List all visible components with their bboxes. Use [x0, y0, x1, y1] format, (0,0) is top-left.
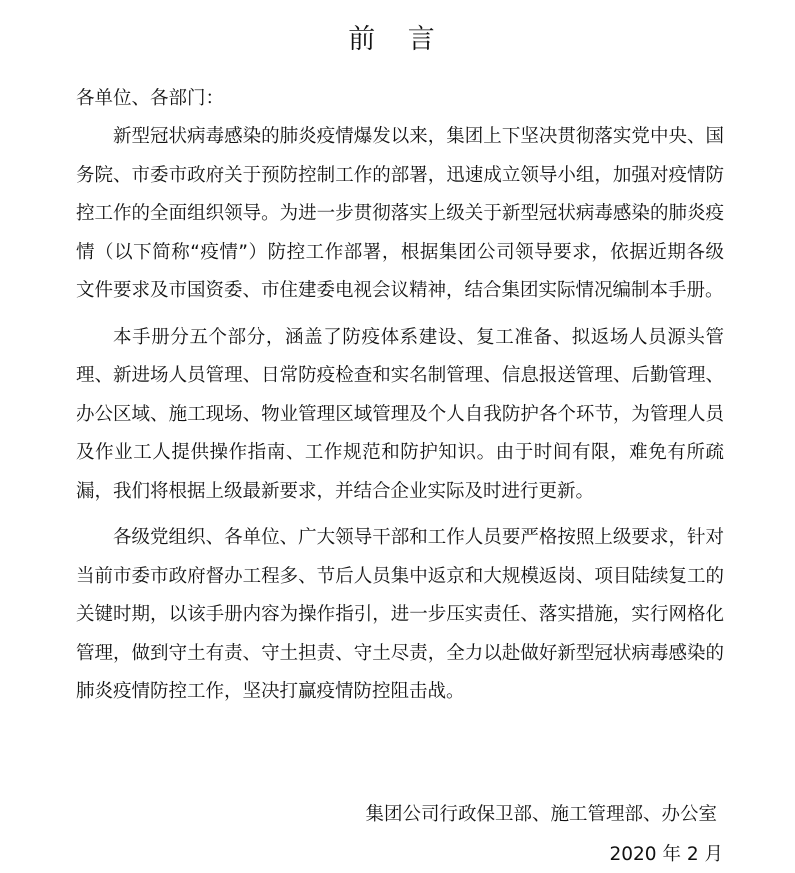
signature-line: 集团公司行政保卫部、施工管理部、办公室 [365, 804, 717, 825]
greeting-line: 各单位、各部门： [76, 88, 225, 109]
paragraph-2: 本手册分五个部分，涵盖了防疫体系建设、复工准备、拟返场人员源头管理、新进场人员管理、日常防疫检查和实名制管理、信息报送管理、后勤管理、办公区域、施工现场、物业管理区域管理及个人自我防护各个环节，为管理人员及作业工人提供操作指南、工作规范和防护知识。由于时间有限，难免有所疏漏，我们将根据上级最新要求，并结合企业实际及时进行更新。 [76, 326, 724, 502]
paragraph-3: 各级党组织、各单位、广大领导干部和工作人员要严格按照上级要求，针对当前市委市政府督办工程多、节后人员集中返京和大规模返岗、项目陆续复工的关键时期，以该手册内容为操作指引，进一步压实责任、落实措施，实行网格化管理，做到守土有责、守土担责、守土尽责，全力以赴做好新型冠状病毒感染的肺炎疫情防控工作，坚决打赢疫情防控阻击战。 [76, 527, 724, 702]
paragraph-1: 新型冠状病毒感染的肺炎疫情爆发以来，集团上下坚决贯彻落实党中央、国务院、市委市政府关于预防控制工作的部署，迅速成立领导小组，加强对疫情防控工作的全面组织领导。为进一步贯彻落实上级关于新型冠状病毒感染的肺炎疫情（以下简称“疫情”）防控工作部署，根据集团公司领导要求，依据近期各级文件要求及市国资委、市住建委电视会议精神，结合集团实际情况编制本手册。 [76, 126, 724, 301]
document-title: 前 言 [348, 24, 447, 55]
date-line: 2020 年 2 月 [609, 844, 723, 865]
document-body [76, 118, 724, 720]
